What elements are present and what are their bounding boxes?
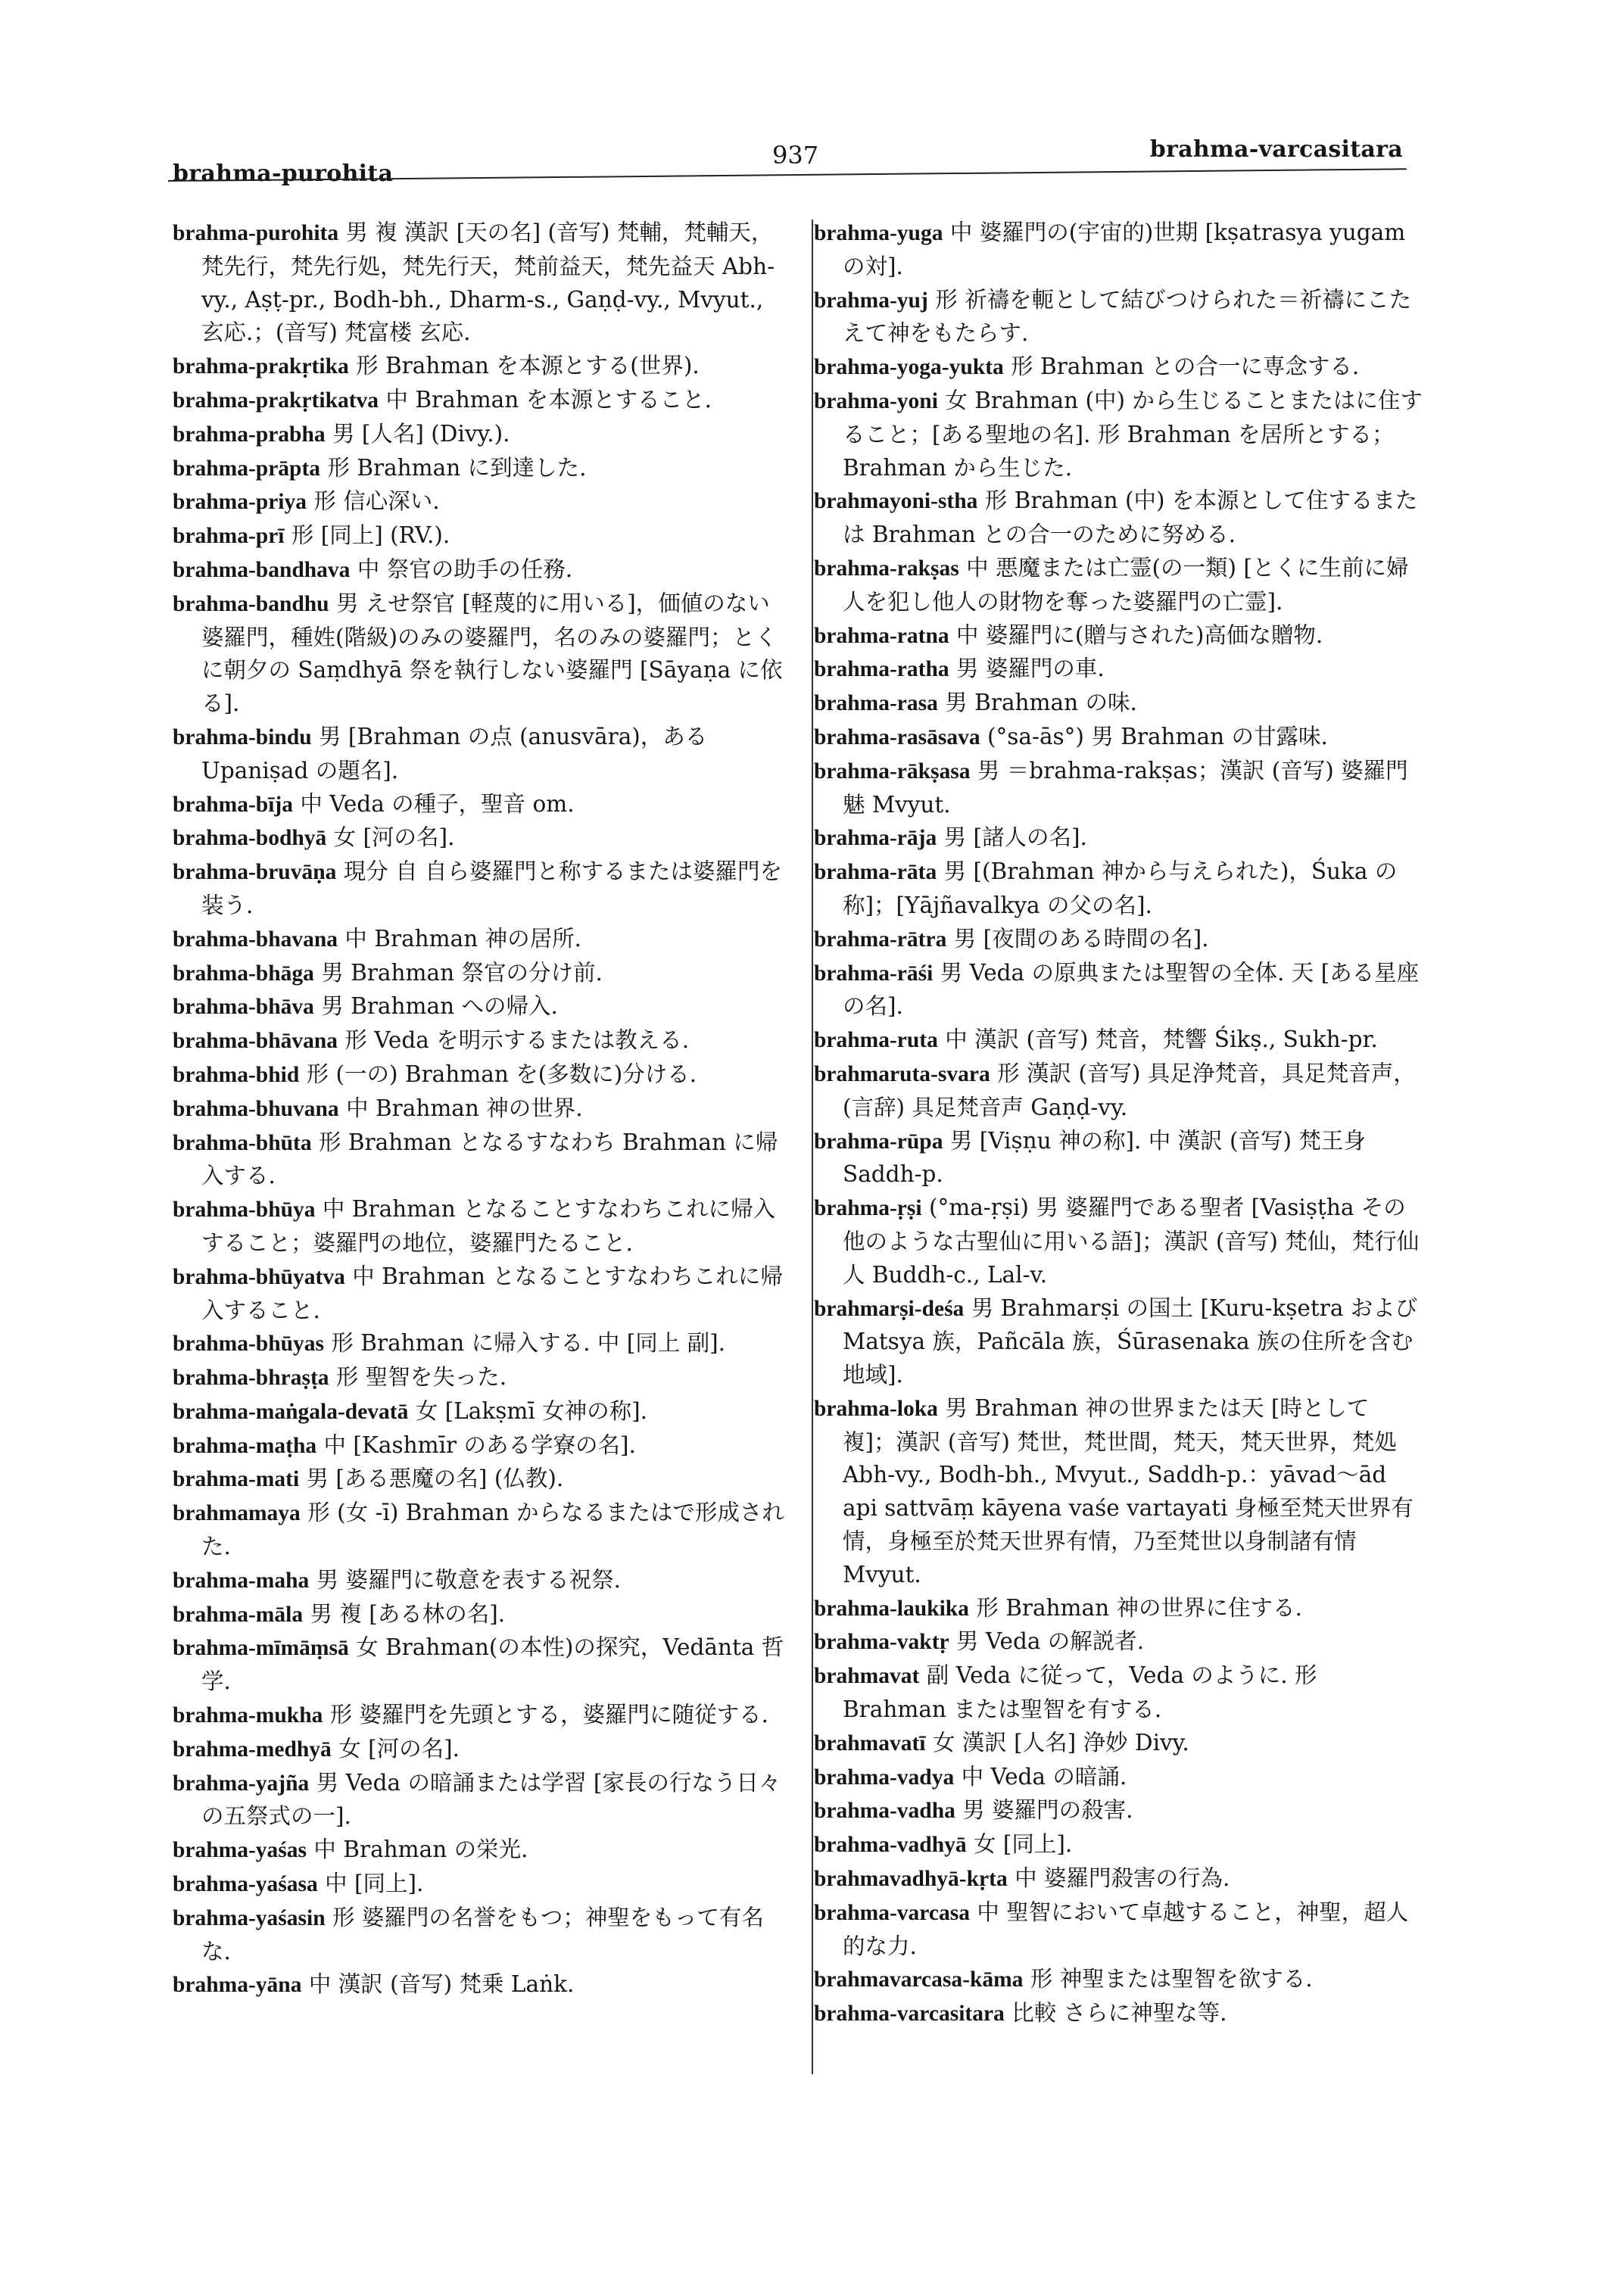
- entry-definition: 現分 自 自ら婆羅門と称するまたは婆羅門を装う.: [201, 858, 783, 918]
- entry-headword: brahma-priya: [173, 490, 307, 515]
- entry-headword: brahma-rātra: [814, 927, 947, 952]
- entry-definition: 形 漢訳 (音写) 具足浄梵音，具足梵音声，(言辞) 具足梵音声 Gaṇḍ-vy.: [843, 1060, 1416, 1120]
- dictionary-entry: [173, 217, 790, 350]
- entry-definition: 男 Brahman 祭官の分け前.: [321, 959, 603, 986]
- entry-headword: brahmavarcasa-kāma: [814, 1967, 1024, 1992]
- entry-definition: 男 [Viṣṇu 神の称]. 中 漢訳 (音写) 梵王身 Saddh-p.: [843, 1127, 1366, 1188]
- entry-headword: brahma-varcasitara: [814, 2002, 1005, 2027]
- dictionary-entry: [173, 418, 790, 452]
- dictionary-entry: [173, 1260, 790, 1328]
- entry-headword: brahma-yajña: [173, 1771, 310, 1796]
- entry-headword: brahma-maha: [173, 1568, 310, 1593]
- dictionary-entry: [814, 484, 1427, 552]
- dictionary-entry: [814, 1862, 1427, 1896]
- dictionary-entry: [814, 1058, 1427, 1125]
- entry-definition: 男 複 漢訳 [天の名] (音写) 梵輔，梵輔天，梵先行，梵先行処，梵先行天，梵前益天，梵先益天 Abh-vy., Aṣṭ-pr., Bodh-bh., Dharm-s., Gaṇḍ-vy., Mvyut., 玄応.；(音写) 梵富楼 玄応.: [201, 220, 775, 346]
- entry-headword: brahma-prī: [173, 524, 285, 549]
- entry-definition: 形 Brahman 神の世界に住する.: [976, 1594, 1302, 1621]
- entry-definition: 男 Brahman 神の世界または天 [時として 複]；漢訳 (音写) 梵世，梵世間，梵天，梵天世界，梵処 Abh-vy., Bodh-bh., Mvyut., Saddh-p.：yāvad～ād api sattvāṃ kāyena vaśe vartayati 身極至梵天世界有情，身極至於梵天世界有情，乃至梵世以身制諸有情 Mvyut.: [843, 1394, 1414, 1587]
- entry-definition: 女 Brahman (中) から生じることまたはに住すること；[ある聖地の名]. 形 Brahman を居所とする；Brahman から生じた.: [843, 387, 1423, 481]
- entry-headword: brahma-vadya: [814, 1765, 955, 1790]
- dictionary-entry: [173, 350, 790, 384]
- entry-headword: brahma-rāśi: [814, 961, 934, 986]
- dictionary-entry: [173, 1024, 790, 1058]
- entry-headword: brahma-yaśasin: [173, 1905, 326, 1930]
- right-column: [814, 217, 1427, 2031]
- entry-headword: brahma-bhūyas: [173, 1332, 325, 1357]
- entry-headword: brahma-māla: [173, 1602, 304, 1627]
- dictionary-entry: [173, 519, 790, 553]
- entry-definition: 中 [同上].: [325, 1871, 424, 1897]
- entry-definition: 男 ＝brahma-rakṣas；漢訳 (音写) 婆羅門魅 Mvyut.: [843, 757, 1408, 818]
- entry-definition: 形 Brahman (中) を本源として住するまたは Brahman との合一のために努める.: [843, 488, 1418, 548]
- entry-headword: brahma-rasāsava: [814, 724, 980, 749]
- entry-definition: 形 婆羅門を先頭とする，婆羅門に随従する.: [329, 1702, 769, 1728]
- entry-headword: brahma-ratha: [814, 657, 949, 682]
- entry-headword: brahma-bhūya: [173, 1198, 316, 1223]
- entry-headword: brahmavat: [814, 1664, 920, 1689]
- dictionary-entry: [814, 721, 1427, 755]
- entry-definition: 形 (一の) Brahman を(多数に)分ける.: [306, 1061, 697, 1087]
- entry-definition: 中 Brahman となることすなわちこれに帰入すること.: [201, 1263, 783, 1323]
- entry-headword: brahma-vaktṛ: [814, 1630, 949, 1655]
- entry-definition: 男 えせ祭官 [軽蔑的に用いる]，価値のない婆羅門，種姓(階級)のみの婆羅門，名のみの婆羅門；とくに朝夕の Saṃdhyā 祭を執行しない婆羅門 [Sāyaṇa に依る].: [201, 590, 783, 717]
- dictionary-entry: [814, 1761, 1427, 1795]
- entry-headword: brahmavadhyā-kṛta: [814, 1867, 1008, 1892]
- dictionary-entry: [173, 1564, 790, 1598]
- entry-headword: brahma-vadhyā: [814, 1833, 967, 1858]
- entry-definition: 形 婆羅門の名誉をもつ；神聖をもって有名な.: [201, 1904, 764, 1964]
- entry-headword: brahmayoni-stha: [814, 489, 978, 514]
- entry-definition: 女 漢訳 [人名] 浄妙 Divy.: [932, 1729, 1189, 1756]
- entry-headword: brahma-bodhyā: [173, 826, 327, 851]
- entry-definition: 男 Brahman の味.: [945, 690, 1137, 716]
- dictionary-entry: [814, 1292, 1427, 1392]
- running-head-left: brahma-purohita: [173, 160, 394, 187]
- entry-definition: 男 婆羅門の車.: [956, 656, 1105, 682]
- dictionary-entry: [173, 1395, 790, 1429]
- entry-headword: brahma-rāta: [814, 860, 937, 885]
- entry-definition: (°ma-ṛṣi) 男 婆羅門である聖者 [Vasiṣṭha その他のような古聖仙に用いる語]；漢訳 (音写) 梵仙，梵行仙人 Buddh-c., Lal-v.: [843, 1195, 1420, 1288]
- entry-headword: brahma-rūpa: [814, 1129, 943, 1154]
- entry-definition: 男 Veda の解説者.: [956, 1628, 1145, 1655]
- entry-headword: brahma-bhūyatva: [173, 1264, 345, 1289]
- dictionary-entry: [173, 1463, 790, 1497]
- entry-definition: 形 信心深い.: [313, 488, 440, 515]
- entry-headword: brahma-prabha: [173, 422, 326, 447]
- dictionary-entry: [814, 1794, 1427, 1828]
- dictionary-entry: [173, 1598, 790, 1632]
- entry-headword: brahmavatī: [814, 1731, 926, 1756]
- entry-definition: 中 Veda の暗誦.: [961, 1763, 1127, 1790]
- dictionary-entry: [173, 855, 790, 923]
- entry-definition: 中 婆羅門に(贈与された)高価な贈物.: [956, 622, 1323, 648]
- entry-headword: brahma-bīja: [173, 792, 293, 817]
- entry-definition: 男 婆羅門の殺害.: [962, 1797, 1133, 1824]
- entry-definition: 男 Veda の暗誦または学習 [家長の行なう日々の五祭式の一].: [201, 1769, 781, 1830]
- entry-definition: 中 Brahman 神の世界.: [346, 1095, 583, 1121]
- dictionary-entry: [173, 1429, 790, 1463]
- dictionary-entry: [173, 553, 790, 587]
- entry-headword: brahma-prāpta: [173, 456, 321, 481]
- dictionary-entry: [814, 1625, 1427, 1659]
- dictionary-entry: [173, 1833, 790, 1868]
- entry-headword: brahma-ṛṣi: [814, 1196, 922, 1221]
- dictionary-entry: [814, 923, 1427, 957]
- entry-definition: 形 Brahman となるすなわち Brahman に帰入する.: [201, 1129, 778, 1189]
- entry-headword: brahma-laukika: [814, 1596, 969, 1621]
- dictionary-entry: [173, 990, 790, 1024]
- entry-definition: 中 Brahman となることすなわちこれに帰入すること；婆羅門の地位，婆羅門たること.: [201, 1196, 776, 1256]
- entry-headword: brahma-prakṛtika: [173, 354, 349, 379]
- dictionary-entry: [173, 1699, 790, 1733]
- entry-definition: 比較 さらに神聖な等.: [1011, 2000, 1227, 2027]
- dictionary-entry: [814, 821, 1427, 855]
- dictionary-entry: [814, 1828, 1427, 1862]
- dictionary-entry: [173, 587, 790, 721]
- dictionary-entry: [814, 855, 1427, 923]
- dictionary-entry: [173, 384, 790, 418]
- entry-definition: 男 Brahmarṣi の国土 [Kuru-kṣetra および Matsya 族，Pañcāla 族，Śūrasenaka 族の住所を含む地域].: [843, 1294, 1418, 1388]
- entry-headword: brahma-maṭha: [173, 1433, 317, 1458]
- entry-headword: brahma-vadha: [814, 1799, 955, 1824]
- entry-definition: 中 Brahman 神の居所.: [344, 925, 581, 952]
- dictionary-entry: [814, 1125, 1427, 1192]
- dictionary-entry: [173, 1968, 790, 2002]
- dictionary-entry: [814, 1659, 1427, 1727]
- entry-definition: 女 [同上].: [974, 1831, 1073, 1858]
- entry-definition: 形 聖智を失った.: [335, 1364, 507, 1391]
- dictionary-entry: [173, 1327, 790, 1361]
- entry-definition: 男 [ある悪魔の名] (仏教).: [306, 1466, 564, 1492]
- dictionary-entry: [814, 350, 1427, 385]
- column-divider: [812, 220, 813, 2074]
- dictionary-entry: [173, 788, 790, 822]
- entry-headword: brahma-medhyā: [173, 1737, 332, 1762]
- entry-definition: 中 悪魔または亡霊(の一類) [とくに生前に婦人を犯し他人の財物を奪った婆羅門の亡霊].: [843, 554, 1409, 615]
- entry-headword: brahma-bhid: [173, 1062, 300, 1087]
- dictionary-entry: [814, 653, 1427, 687]
- entry-headword: brahma-ratna: [814, 623, 949, 648]
- dictionary-entry: [173, 957, 790, 991]
- dictionary-entry: [173, 721, 790, 788]
- entry-headword: brahma-bhavana: [173, 927, 338, 952]
- entry-definition: 形 Veda を明示するまたは教える.: [344, 1027, 690, 1054]
- entry-headword: brahma-bhuvana: [173, 1096, 339, 1121]
- dictionary-entry: [814, 1727, 1427, 1761]
- entry-definition: 形 祈禱を軛として結びつけられた＝祈禱にこたえて神をもたらす.: [843, 286, 1412, 347]
- entry-headword: brahma-mukha: [173, 1703, 323, 1728]
- entry-headword: brahma-bandhu: [173, 591, 329, 616]
- entry-definition: 女 Brahman(の本性)の探究，Vedānta 哲学.: [201, 1634, 784, 1695]
- entry-definition: 中 漢訳 (音写) 梵音，梵響 Śikṣ., Sukh-pr.: [945, 1027, 1378, 1053]
- entry-definition: 中 聖智において卓越すること，神聖，超人的な力.: [843, 1899, 1409, 1959]
- dictionary-entry: [173, 1126, 790, 1194]
- entry-headword: brahma-yaśasa: [173, 1872, 318, 1897]
- entry-headword: brahma-bruvāṇa: [173, 860, 337, 885]
- entry-definition: (°sa-ās°) 男 Brahman の甘露味.: [987, 723, 1328, 749]
- dictionary-entry: [814, 1896, 1427, 1964]
- entry-definition: 男 [諸人の名].: [943, 824, 1087, 851]
- entry-headword: brahma-rāja: [814, 826, 937, 851]
- dictionary-entry: [173, 452, 790, 486]
- entry-definition: 男 [Brahman の点 (anusvāra)，ある Upaniṣad の題名].: [201, 723, 708, 784]
- entry-definition: 中 [Kashmīr のある学寮の名].: [323, 1432, 636, 1458]
- entry-definition: 中 Brahman を本源とすること.: [385, 386, 712, 413]
- entry-definition: 中 漢訳 (音写) 梵乗 Laṅk.: [308, 1971, 575, 1998]
- entry-headword: brahma-yāna: [173, 1973, 302, 1998]
- dictionary-entry: [814, 385, 1427, 484]
- entry-headword: brahma-rakṣas: [814, 556, 959, 581]
- dictionary-entry: [814, 1963, 1427, 1997]
- entry-definition: 形 Brahman を本源とする(世界).: [356, 353, 700, 379]
- entry-headword: brahma-yoni: [814, 388, 938, 413]
- entry-headword: brahma-yuga: [814, 221, 943, 245]
- dictionary-entry: [173, 1058, 790, 1092]
- dictionary-entry: [173, 485, 790, 519]
- entry-headword: brahma-prakṛtikatva: [173, 388, 379, 413]
- entry-headword: brahmaruta-svara: [814, 1061, 990, 1086]
- dictionary-entry: [173, 1361, 790, 1395]
- entry-definition: 男 婆羅門に敬意を表する祝祭.: [316, 1566, 621, 1593]
- dictionary-entry: [173, 1631, 790, 1699]
- entry-definition: 中 祭官の助手の任務.: [357, 556, 573, 582]
- entry-headword: brahma-yuj: [814, 288, 928, 313]
- entry-definition: 形 [同上] (RV.).: [291, 522, 450, 549]
- dictionary-entry: [173, 1193, 790, 1260]
- entry-definition: 形 Brahman に到達した.: [327, 454, 587, 481]
- entry-headword: brahma-ruta: [814, 1028, 938, 1053]
- left-column: [173, 217, 790, 2002]
- dictionary-entry: [814, 1392, 1427, 1592]
- entry-definition: 女 [河の名].: [338, 1735, 460, 1762]
- entry-definition: 中 婆羅門の(宇宙的)世期 [kṣatrasya yugam の対].: [843, 220, 1406, 279]
- entry-definition: 男 [人名] (Divy.).: [332, 420, 510, 447]
- entry-headword: brahma-bhūta: [173, 1130, 312, 1155]
- dictionary-entry: [814, 619, 1427, 653]
- entry-definition: 形 Brahman との合一に専念する.: [1011, 354, 1360, 380]
- entry-definition: 女 [Lakṣmī 女神の称].: [415, 1397, 648, 1424]
- entry-definition: 男 Brahman への帰入.: [321, 993, 558, 1020]
- dictionary-entry: [814, 1592, 1427, 1626]
- dictionary-entry: [173, 923, 790, 957]
- entry-definition: 男 [(Brahman 神から与えられた)，Śuka の称]；[Yājñavalkya の父の名].: [843, 858, 1398, 918]
- running-head-right: brahma-varcasitara: [1149, 136, 1403, 163]
- entry-headword: brahma-yaśas: [173, 1838, 307, 1863]
- entry-headword: brahmamaya: [173, 1501, 301, 1526]
- entry-definition: 中 Brahman の栄光.: [313, 1837, 528, 1863]
- dictionary-entry: [814, 755, 1427, 822]
- dictionary-entry: [814, 687, 1427, 721]
- entry-headword: brahma-mīmāṃsā: [173, 1636, 349, 1661]
- entry-headword: brahma-rasa: [814, 691, 938, 716]
- entry-definition: 形 Brahman に帰入する. 中 [同上 副].: [331, 1330, 725, 1357]
- entry-headword: brahma-bhāga: [173, 961, 314, 986]
- dictionary-entry: [814, 284, 1427, 351]
- dictionary-entry: [814, 1023, 1427, 1058]
- entry-headword: brahma-purohita: [173, 221, 339, 245]
- entry-definition: 形 (女 -ī) Brahman からなるまたはで形成された.: [201, 1500, 785, 1560]
- entry-headword: brahma-varcasa: [814, 1900, 970, 1925]
- dictionary-entry: [173, 1767, 790, 1834]
- dictionary-entry: [814, 552, 1427, 619]
- entry-headword: brahma-bandhava: [173, 557, 351, 582]
- dictionary-entry: [173, 1733, 790, 1767]
- entry-definition: 女 [河の名].: [333, 824, 455, 851]
- dictionary-entry: [814, 1997, 1427, 2031]
- entry-definition: 男 Veda の原典または聖智の全体. 天 [ある星座の名].: [843, 959, 1420, 1020]
- entry-definition: 副 Veda に従って，Veda のように. 形 Brahman または聖智を有する.: [843, 1662, 1317, 1723]
- entry-definition: 中 Veda の種子，聖音 om.: [300, 790, 575, 817]
- entry-headword: brahma-bhāvana: [173, 1029, 338, 1054]
- dictionary-entry: [173, 1092, 790, 1126]
- entry-headword: brahma-maṅgala-devatā: [173, 1399, 409, 1424]
- entry-headword: brahma-mati: [173, 1467, 300, 1492]
- dictionary-entry: [814, 217, 1427, 284]
- entry-definition: 形 神聖または聖智を欲する.: [1030, 1966, 1313, 1992]
- dictionary-entry: [173, 1868, 790, 1902]
- entry-headword: brahma-yoga-yukta: [814, 355, 1004, 380]
- dictionary-entry: [173, 821, 790, 855]
- entry-headword: brahma-rākṣasa: [814, 759, 971, 784]
- dictionary-entry: [173, 1497, 790, 1564]
- entry-headword: brahma-loka: [814, 1396, 938, 1421]
- page-number: 937: [772, 141, 819, 170]
- entry-headword: brahma-bhraṣṭa: [173, 1366, 329, 1391]
- entry-headword: brahmarṣi-deśa: [814, 1296, 965, 1321]
- entry-definition: 男 複 [ある林の名].: [310, 1600, 506, 1627]
- entry-definition: 中 婆羅門殺害の行為.: [1015, 1865, 1230, 1892]
- entry-definition: 男 [夜間のある時間の名].: [953, 925, 1209, 952]
- entry-headword: brahma-bhāva: [173, 995, 314, 1020]
- dictionary-entry: [814, 1192, 1427, 1291]
- entry-headword: brahma-bindu: [173, 724, 312, 749]
- dictionary-entry: [814, 957, 1427, 1024]
- dictionary-entry: [173, 1902, 790, 1969]
